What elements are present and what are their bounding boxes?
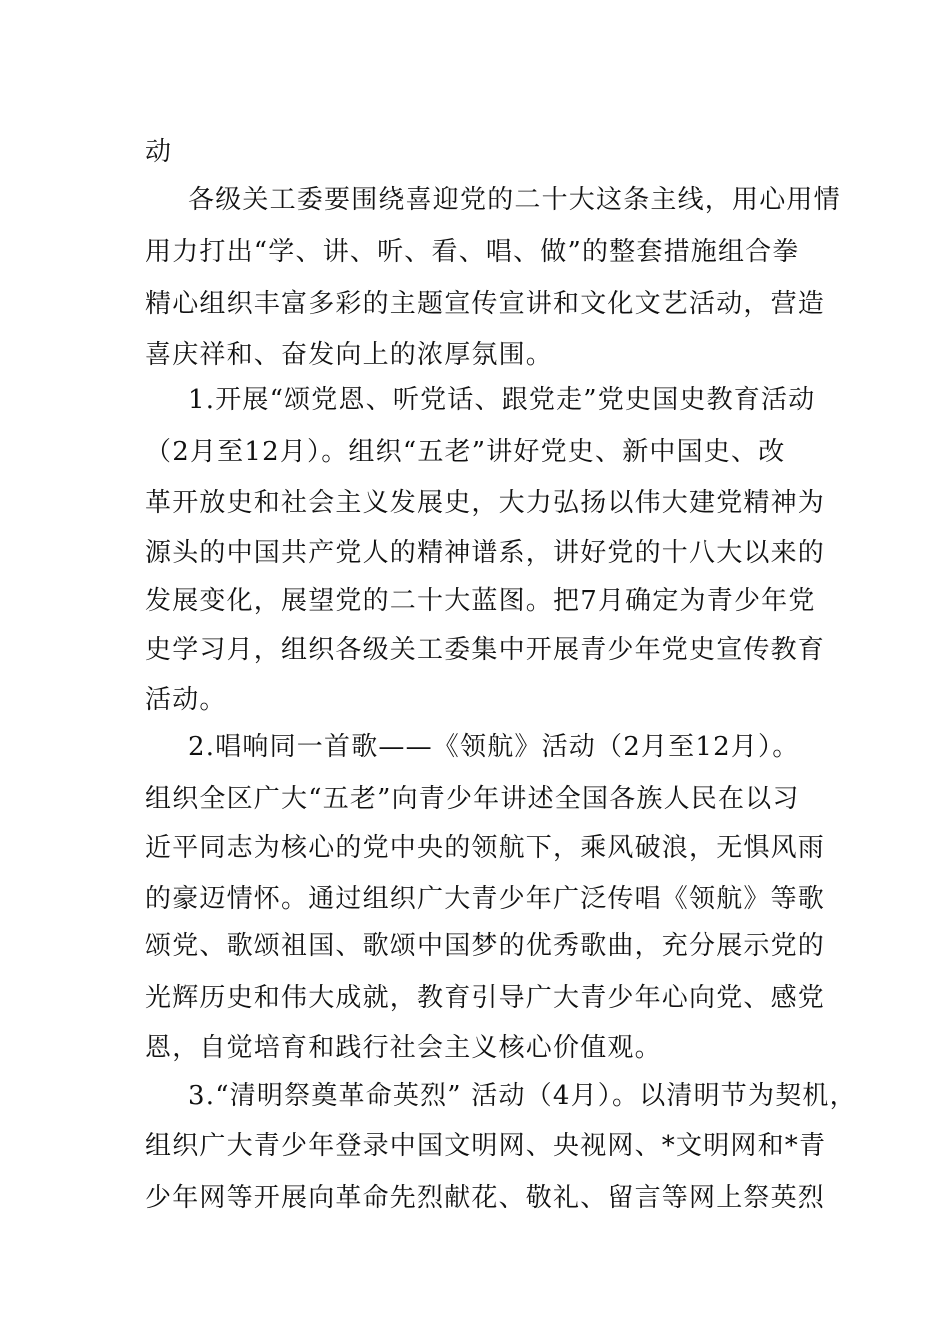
- text-line-10: 发展变化，展望党的二十大蓝图。把7月确定为青少年党: [145, 586, 816, 616]
- text-line-7: （2月至12月）。组织“五老”讲好党史、新中国史、改: [145, 437, 786, 467]
- text-line-9: 源头的中国共产党人的精神谱系，讲好党的十八大以来的: [145, 538, 826, 568]
- text-line-1: 动: [145, 137, 173, 167]
- text-line-19: 恩，自觉培育和践行社会主义核心价值观。: [145, 1033, 662, 1063]
- text-line-21: 组织广大青少年登录中国文明网、央视网、*文明网和*青: [145, 1131, 827, 1161]
- text-line-11: 史学习月，组织各级关工委集中开展青少年党史宣传教育: [145, 635, 826, 665]
- text-line-4: 精心组织丰富多彩的主题宣传宣讲和文化文艺活动，营造: [145, 289, 826, 319]
- text-line-15: 近平同志为核心的党中央的领航下，乘风破浪，无惧风雨: [145, 833, 826, 863]
- text-line-17: 颂党、歌颂祖国、歌颂中国梦的优秀歌曲，充分展示党的: [145, 931, 826, 961]
- text-line-5: 喜庆祥和、奋发向上的浓厚氛围。: [145, 340, 554, 370]
- text-line-20: 3.“清明祭奠革命英烈” 活动（4月）。以清明节为契机，: [188, 1081, 857, 1111]
- text-line-12: 活动。: [145, 685, 227, 715]
- text-line-14: 组织全区广大“五老”向青少年讲述全国各族人民在以习: [145, 784, 800, 814]
- text-line-2: 各级关工委要围绕喜迎党的二十大这条主线，用心用情: [188, 185, 841, 215]
- text-line-6: 1.开展“颂党恩、听党话、跟党走”党史国史教育活动: [188, 385, 816, 415]
- text-line-13: 2.唱响同一首歌——《领航》活动（2月至12月）。: [188, 732, 800, 762]
- text-line-16: 的豪迈情怀。通过组织广大青少年广泛传唱《领航》等歌: [145, 884, 826, 914]
- text-line-8: 革开放史和社会主义发展史，大力弘扬以伟大建党精神为: [145, 488, 826, 518]
- text-line-3: 用力打出“学、讲、听、看、唱、做”的整套措施组合拳: [145, 237, 800, 267]
- text-line-18: 光辉历史和伟大成就，教育引导广大青少年心向党、感党: [145, 983, 826, 1013]
- text-line-22: 少年网等开展向革命先烈献花、敬礼、留言等网上祭英烈: [145, 1183, 826, 1213]
